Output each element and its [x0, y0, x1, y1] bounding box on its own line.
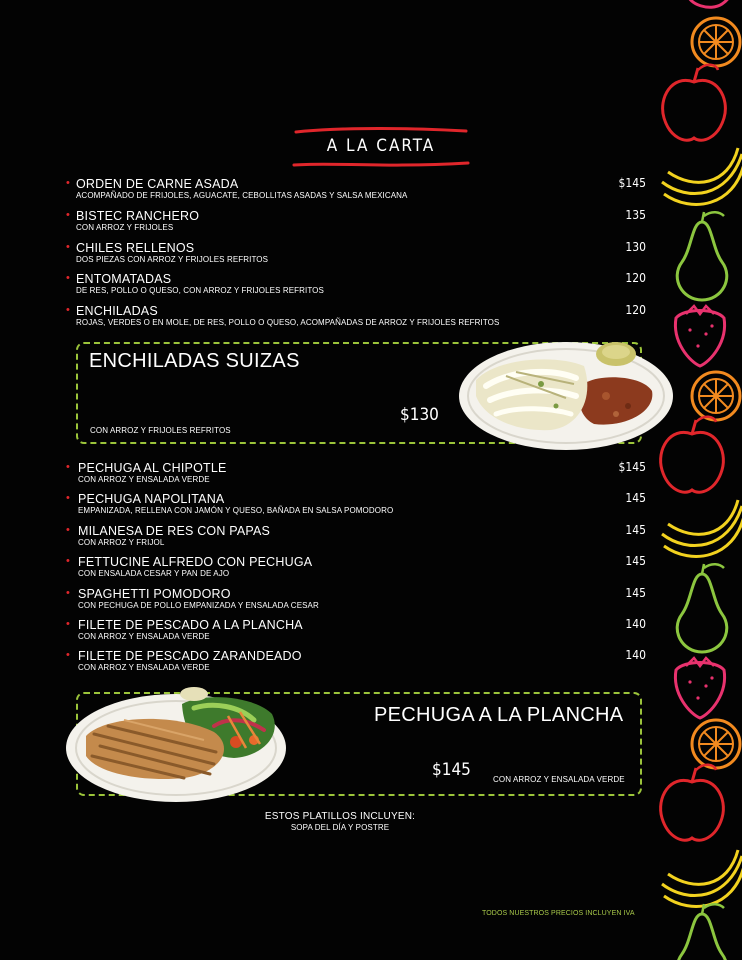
strawberry-icon [675, 658, 724, 718]
item-price: $145 [618, 176, 646, 190]
featured-dish-title: ENCHILADAS SUIZAS [89, 350, 300, 372]
apple-icon [661, 417, 724, 492]
includes-note [240, 811, 440, 833]
item-name: FILETE DE PESCADO ZARANDEADO [78, 649, 302, 663]
item-description: DE RES, POLLO O QUESO, CON ARROZ Y FRIJOLES REFRITOS [76, 286, 324, 295]
pechuga-plate-image [64, 686, 292, 804]
fruit-border [658, 0, 742, 960]
item-price: 140 [625, 648, 646, 662]
enchiladas-plate-image [456, 336, 678, 454]
item-description: CON ARROZ Y FRIJOL [78, 538, 165, 547]
item-description: CON ARROZ Y FRIJOLES [76, 223, 174, 232]
featured-dish-description: CON ARROZ Y ENSALADA VERDE [493, 775, 625, 784]
bullet-icon: • [66, 587, 70, 599]
item-price: 145 [625, 491, 646, 505]
bullet-icon: • [66, 272, 70, 284]
banana-icon [662, 148, 742, 204]
bullet-icon: • [66, 555, 70, 567]
item-price: 140 [625, 617, 646, 631]
pear-icon [677, 904, 727, 960]
strawberry-icon [688, 0, 730, 7]
item-description: CON ARROZ Y ENSALADA VERDE [78, 475, 210, 484]
orange-icon [692, 372, 740, 420]
apple-icon [661, 765, 724, 840]
orange-icon [692, 720, 740, 768]
pear-icon [677, 564, 727, 652]
item-description: ROJAS, VERDES O EN MOLE, DE RES, POLLO O QUESO, ACOMPAÑADAS DE ARROZ Y FRIJOLES REFRITOS [76, 318, 500, 327]
item-description: CON ENSALADA CESAR Y PAN DE AJO [78, 569, 230, 578]
banana-icon [662, 850, 742, 906]
item-name: CHILES RELLENOS [76, 241, 195, 255]
item-price: 145 [625, 586, 646, 600]
featured-dish-title: PECHUGA A LA PLANCHA [374, 704, 624, 726]
featured-dish-price: $145 [432, 760, 471, 780]
includes-detail: SOPA DEL DÍA Y POSTRE [290, 823, 390, 832]
item-price: 120 [625, 303, 646, 317]
item-name: FILETE DE PESCADO A LA PLANCHA [78, 618, 303, 632]
item-price: $145 [618, 460, 646, 474]
bullet-icon: • [66, 209, 70, 221]
title-banner [292, 124, 470, 170]
includes-heading: ESTOS PLATILLOS INCLUYEN: [264, 811, 416, 822]
item-description: CON PECHUGA DE POLLO EMPANIZADA Y ENSALADA CESAR [78, 601, 319, 610]
item-price: 135 [625, 208, 646, 222]
item-name: FETTUCINE ALFREDO CON PECHUGA [78, 555, 313, 569]
item-name: BISTEC RANCHERO [76, 209, 200, 223]
page-title: A LA CARTA [326, 136, 436, 156]
featured-dish-price: $130 [400, 405, 439, 425]
bullet-icon: • [66, 618, 70, 630]
item-name: ENTOMATADAS [76, 272, 172, 286]
item-description: CON ARROZ Y ENSALADA VERDE [78, 663, 210, 672]
item-name: PECHUGA AL CHIPOTLE [78, 461, 227, 475]
item-price: 130 [625, 240, 646, 254]
item-description: EMPANIZADA, RELLENA CON JAMÓN Y QUESO, BAÑADA EN SALSA POMODORO [78, 506, 394, 515]
bullet-icon: • [66, 241, 70, 253]
item-name: SPAGHETTI POMODORO [78, 587, 231, 601]
bullet-icon: • [66, 649, 70, 661]
strawberry-icon [675, 306, 724, 366]
orange-icon [692, 18, 740, 66]
item-description: ACOMPAÑADO DE FRIJOLES, AGUACATE, CEBOLLITAS ASADAS Y SALSA MEXICANA [76, 191, 408, 200]
banana-icon [662, 500, 742, 556]
footer-note: TODOS NUESTROS PRECIOS INCLUYEN IVA [482, 910, 635, 917]
bullet-icon: • [66, 492, 70, 504]
item-name: ORDEN DE CARNE ASADA [76, 177, 239, 191]
item-description: CON ARROZ Y ENSALADA VERDE [78, 632, 210, 641]
item-description: DOS PIEZAS CON ARROZ Y FRIJOLES REFRITOS [76, 255, 269, 264]
bullet-icon: • [66, 304, 70, 316]
pear-icon [677, 212, 727, 300]
bullet-icon: • [66, 177, 70, 189]
bullet-icon: • [66, 461, 70, 473]
apple-icon [663, 65, 726, 140]
item-price: 145 [625, 554, 646, 568]
item-name: PECHUGA NAPOLITANA [78, 492, 225, 506]
item-name: ENCHILADAS [76, 304, 158, 318]
item-name: MILANESA DE RES CON PAPAS [78, 524, 271, 538]
item-price: 145 [625, 523, 646, 537]
bullet-icon: • [66, 524, 70, 536]
featured-dish-description: CON ARROZ Y FRIJOLES REFRITOS [90, 426, 231, 435]
item-price: 120 [625, 271, 646, 285]
